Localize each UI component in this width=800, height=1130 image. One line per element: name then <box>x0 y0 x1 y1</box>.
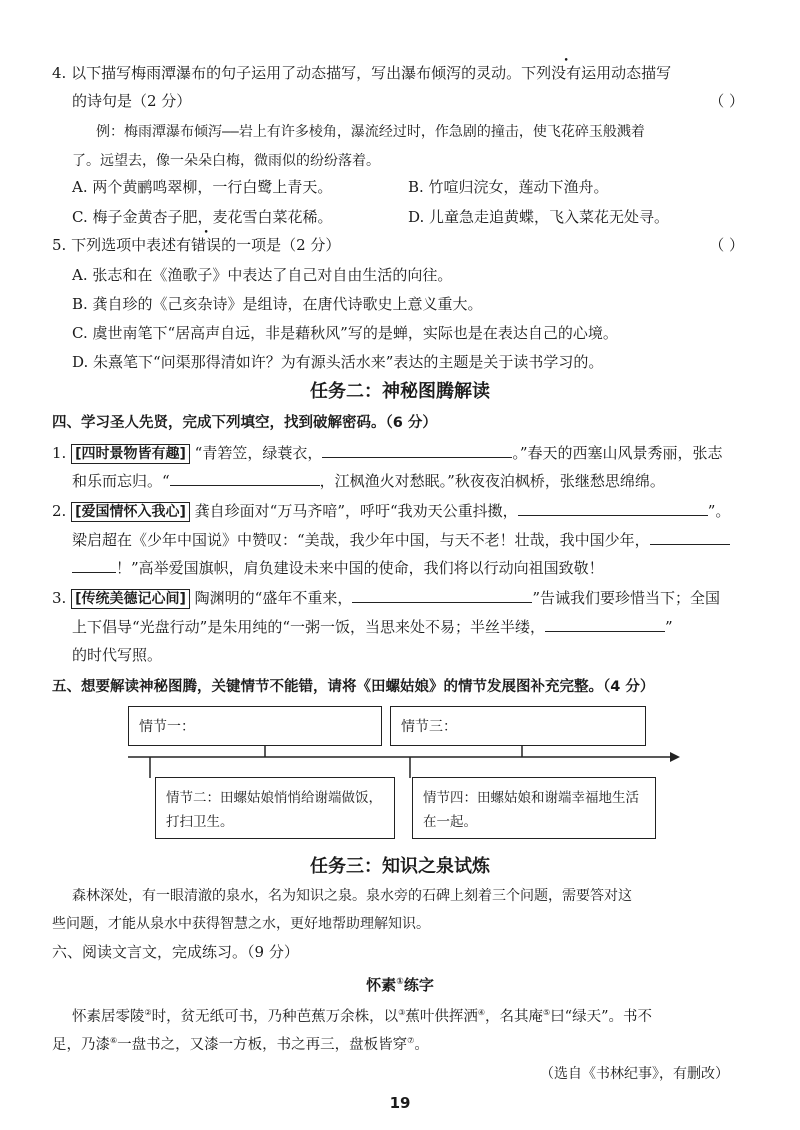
s4-item3-line3: 的时代写照。 <box>72 646 163 664</box>
q5-stem: 5. 下列选项中表述有错误的一项是（2 分） （ ） <box>52 236 744 254</box>
s4-item3-line1: 3. [传统美德记心间] 陶渊明的“盛年不重来， ”告诫我们要珍惜当下；全国 <box>52 589 721 607</box>
q4-example: 例：梅雨潭瀑布倾泻——岩上有许多棱角，瀑流经过时，作急剧的撞击，使飞花碎玉般溅着 <box>96 124 645 140</box>
q4-option-c[interactable]: C. 梅子金黄杏子肥，麦花雪白菜花稀。 <box>72 208 333 226</box>
plot-box-2: 情节二：田螺姑娘悄悄给谢端做饭， 打扫卫生。 <box>155 777 395 839</box>
task3-intro: 森林深处，有一眼清澈的泉水，名为知识之泉。泉水旁的石碑上刻着三个问题，需要答对这 <box>72 888 632 904</box>
timeline-arrow-icon <box>670 752 680 762</box>
plot1-label: 情节一： <box>139 719 195 735</box>
passage-line1: 怀素居零陵②时，贫无纸可书，乃种芭蕉万余株，以③蕉叶供挥洒④，名其庵⑤曰“绿天”。书不 <box>72 1008 653 1025</box>
answer-paren[interactable]: （ ） <box>709 236 744 254</box>
q4-stem: 4. 以下描写梅雨潭瀑布的句子运用了动态描写，写出瀑布倾泻的灵动。下列没有运用动态描写 <box>52 64 672 82</box>
s4-item1-line2: 和乐而忘归。“ ，江枫渔火对愁眠。”秋夜夜泊枫桥，张继愁思绵绵。 <box>72 472 665 490</box>
item-tag: [传统美德记心间] <box>71 589 190 609</box>
q4-option-d[interactable]: D. 儿童急走追黄蝶，飞入菜花无处寻。 <box>408 208 670 226</box>
plot-box-3[interactable] <box>390 706 646 746</box>
task2-title: 任务二：神秘图腾解读 <box>310 381 490 402</box>
section5-heading: 五、想要解读神秘图腾，关键情节不能错，请将《田螺姑娘》的情节发展图补充完整。（4 分） <box>52 679 655 695</box>
item-tag: [爱国情怀入我心] <box>71 502 190 522</box>
passage-source: （选自《书林纪事》，有删改） <box>540 1066 729 1082</box>
plot-box-4: 情节四：田螺姑娘和谢端幸福地生活 在一起。 <box>412 777 656 839</box>
s4-item1-line1: 1. [四时景物皆有趣] “青箬笠，绿蓑衣， 。”春天的西塞山风景秀丽，张志 <box>52 444 723 462</box>
plot-box-1[interactable] <box>128 706 382 746</box>
q4-option-b[interactable]: B. 竹喧归浣女，莲动下渔舟。 <box>408 178 609 196</box>
section6-heading: 六、阅读文言文，完成练习。（9 分） <box>52 943 299 961</box>
q5-option-a[interactable]: A. 张志和在《渔歌子》中表达了自己对自由生活的向往。 <box>72 266 453 284</box>
task3-intro-cont: 些问题，才能从泉水中获得智慧之水，更好地帮助理解知识。 <box>52 916 430 932</box>
s4-item2-line3: ！”高举爱国旗帜，肩负建设未来中国的使命，我们将以行动向祖国致敬！ <box>72 557 604 579</box>
q4-stem-line2: 的诗句是（2 分） （ ） <box>72 92 744 110</box>
plot3-label: 情节三： <box>401 719 457 735</box>
answer-paren[interactable]: （ ） <box>709 92 744 110</box>
passage-line2: 足，乃漆⑥一盘书之，又漆一方板，书之再三，盘板皆穿⑦。 <box>52 1036 429 1053</box>
q5-option-b[interactable]: B. 龚自珍的《己亥杂诗》是组诗，在唐代诗歌史上意义重大。 <box>72 295 483 313</box>
q5-option-d[interactable]: D. 朱熹笔下“问渠那得清如许？为有源头活水来”表达的主题是关于读书学习的。 <box>72 353 604 371</box>
section4-heading: 四、学习圣人先贤，完成下列填空，找到破解密码。（6 分） <box>52 415 437 431</box>
s4-item2-line1: 2. [爱国情怀入我心] 龚自珍面对“万马齐喑”，呼吁“我劝天公重抖擞， ”。 <box>52 502 731 520</box>
s4-item2-line2: 梁启超在《少年中国说》中赞叹：“美哉，我少年中国，与天不老！壮哉，我中国少年， <box>72 529 730 551</box>
item-tag: [四时景物皆有趣] <box>71 444 190 464</box>
q4-option-a[interactable]: A. 两个黄鹂鸣翠柳，一行白鹭上青天。 <box>72 178 333 196</box>
q4-example-cont: 了。远望去，像一朵朵白梅，微雨似的纷纷落着。 <box>72 153 380 169</box>
passage-title: 怀素①练字 <box>366 976 434 994</box>
task3-title: 任务三：知识之泉试炼 <box>310 856 490 877</box>
q5-option-c[interactable]: C. 虞世南笔下“居高声自远，非是藉秋风”写的是蝉，实际也是在表达自己的心境。 <box>72 324 618 342</box>
page-number: 19 <box>389 1094 411 1112</box>
s4-item3-line2: 上下倡导“光盘行动”是朱用纯的“一粥一饭，当思来处不易；半丝半缕， ” <box>72 618 673 636</box>
